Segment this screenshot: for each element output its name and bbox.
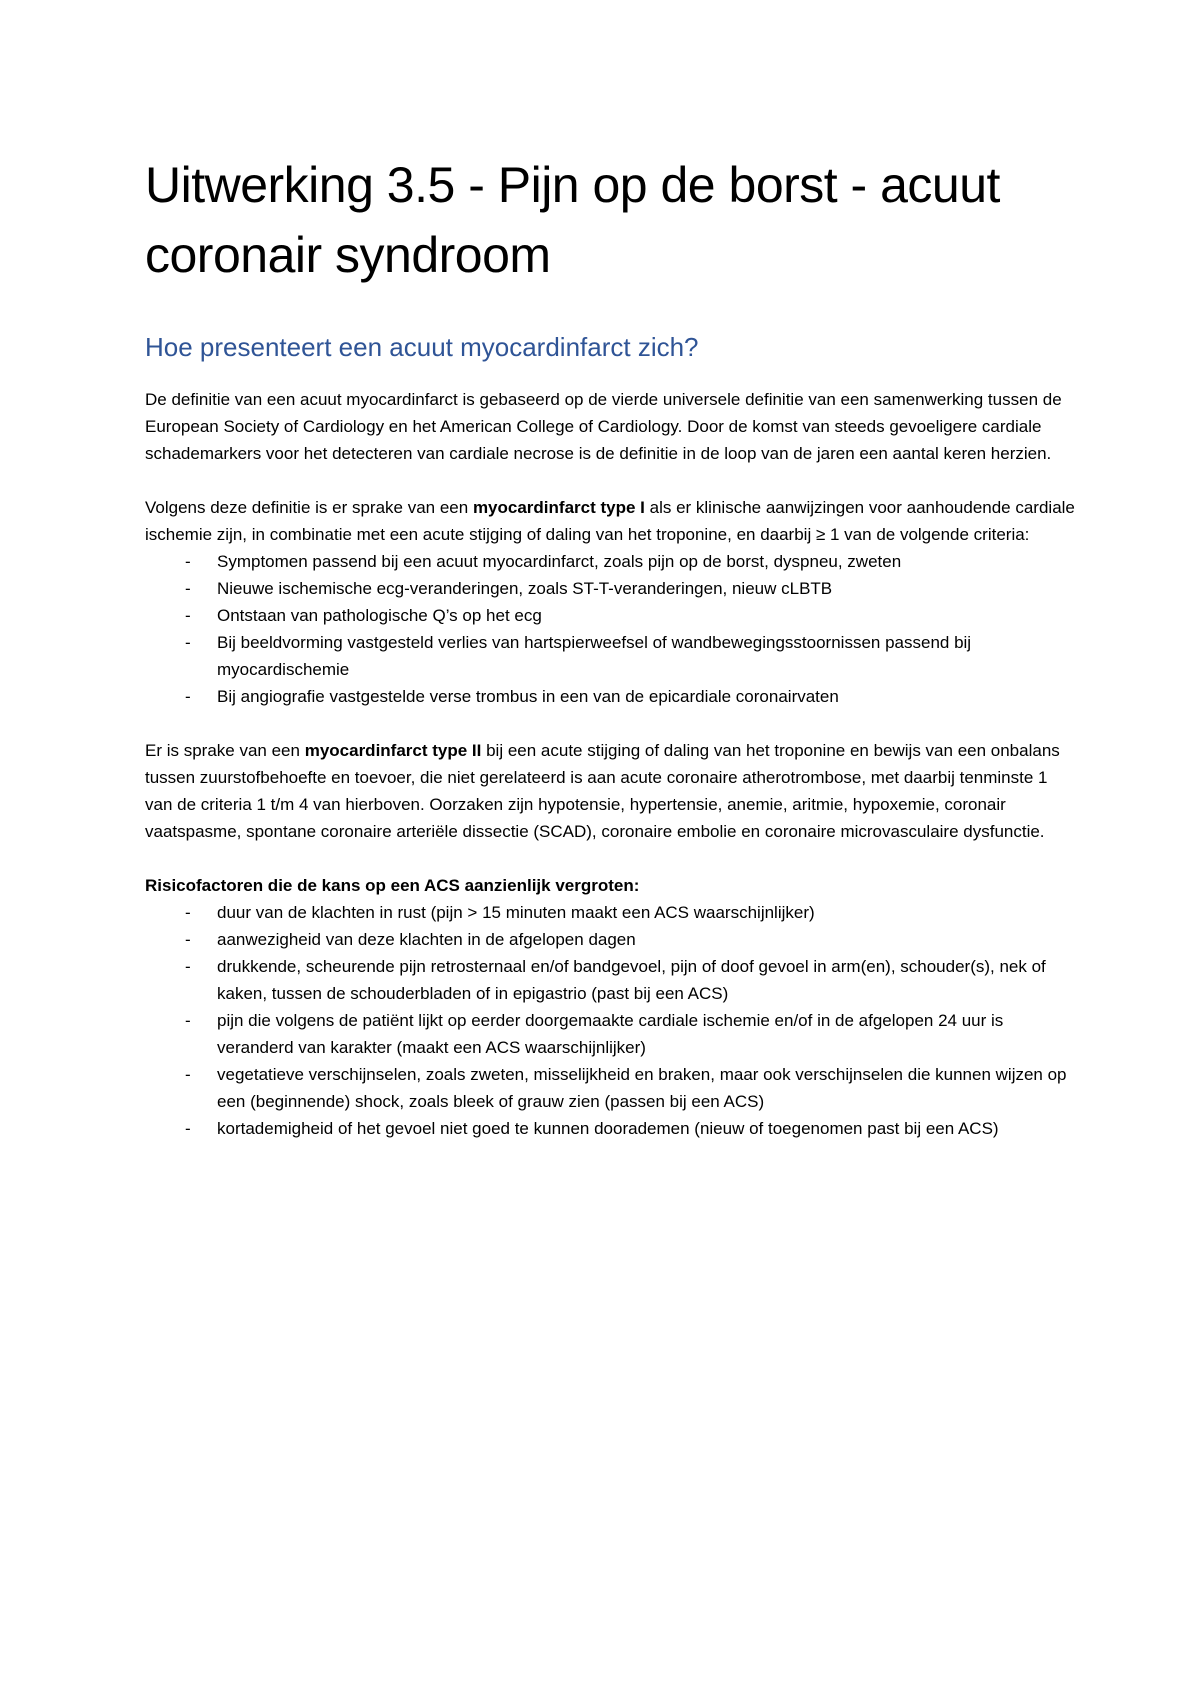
type1-text-post: als er klinische aanwijzingen voor aanhoudende cardiale ischemie zijn, in combinatie met een acute stijging of daling van het troponine, en daarbij ≥ 1 van de volgende criteria: [145,498,1075,544]
type1-paragraph [145,494,1075,548]
dash-bullet: - [185,633,191,652]
list-item-text: drukkende, scheurende pijn retrosternaal en/of bandgevoel, pijn of doof gevoel in arm(en), schouder(s), nek of kaken, tussen de schouderbladen of in epigastrio (past bij een ACS) [217,957,1046,1003]
type2-bold-term: myocardinfarct type II [304,741,482,760]
list-item-text: Ontstaan van pathologische Q’s op het ecg [217,606,542,625]
list-item-text: aanwezigheid van deze klachten in de afgelopen dagen [217,930,636,949]
intro-paragraph: De definitie van een acuut myocardinfarct is gebaseerd op de vierde universele definitie van een samenwerking tussen de European Society of Cardiology en het American College of Cardiology. Door de komst van steeds gevoeligere cardiale schademarkers voor het detecteren van cardiale necrose is de definitie in de loop van de jaren een aantal keren herzien. [145,390,1062,463]
list-item-text: pijn die volgens de patiënt lijkt op eerder doorgemaakte cardiale ischemie en/of in de afgelopen 24 uur is veranderd van karakter (maakt een ACS waarschijnlijker) [217,1011,1004,1057]
document-title: Uitwerking 3.5 - Pijn op de borst - acuut coronair syndroom [145,157,1000,283]
list-item-text: vegetatieve verschijnselen, zoals zweten, misselijkheid en braken, maar ook verschijnselen die kunnen wijzen op een (beginnende) shock, zoals bleek of grauw zien (passen bij een ACS) [217,1065,1067,1111]
risk-heading-text: Risicofactoren die de kans op een ACS aanzienlijk vergroten: [145,876,640,895]
dash-bullet: - [185,1065,191,1084]
list-item [145,899,1075,926]
document-page [145,150,1075,1142]
list-item [145,548,1075,575]
dash-bullet: - [185,687,191,706]
type2-text-post: bij een acute stijging of daling van het troponine en bewijs van een onbalans tussen zuurstofbehoefte en toevoer, die niet gerelateerd is aan acute coronaire atherotrombose, met daarbij tenminste 1 van de criteria 1 t/m 4 van hierboven. Oorzaken zijn hypotensie, hypertensie, anemie, aritmie, hypoxemie, coronair vaatspasme, spontane coronaire arteriële dissectie (SCAD), coronaire embolie en coronaire microvasculaire dysfunctie. [145,741,1060,841]
list-item [145,953,1075,1007]
list-item [145,1061,1075,1115]
section-heading: Hoe presenteert een acuut myocardinfarct zich? [145,332,699,362]
dash-bullet: - [185,552,191,571]
list-item [145,575,1075,602]
type2-paragraph [145,737,1075,845]
list-item [145,629,1075,683]
list-item-text: Bij angiografie vastgestelde verse trombus in een van de epicardiale coronairvaten [217,687,839,706]
list-item [145,1115,1075,1142]
dash-bullet: - [185,903,191,922]
list-item [145,1007,1075,1061]
dash-bullet: - [185,606,191,625]
type2-text-pre: Er is sprake van een [145,741,305,760]
list-item-text: duur van de klachten in rust (pijn > 15 minuten maakt een ACS waarschijnlijker) [217,903,815,922]
list-item [145,683,1075,710]
risk-heading [145,872,1075,899]
list-item [145,602,1075,629]
type1-criteria-list [145,548,1075,710]
dash-bullet: - [185,930,191,949]
dash-bullet: - [185,1011,191,1030]
list-item-text: Bij beeldvorming vastgesteld verlies van hartspierweefsel of wandbewegingsstoornissen passend bij myocardischemie [217,633,972,679]
dash-bullet: - [185,1119,191,1138]
list-item [145,926,1075,953]
list-item-text: kortademigheid of het gevoel niet goed te kunnen doorademen (nieuw of toegenomen past bij een ACS) [217,1119,999,1138]
type1-bold-term: myocardinfarct type I [472,498,645,517]
dash-bullet: - [185,957,191,976]
list-item-text: Symptomen passend bij een acuut myocardinfarct, zoals pijn op de borst, dyspneu, zweten [217,552,902,571]
list-item-text: Nieuwe ischemische ecg-veranderingen, zoals ST-T-veranderingen, nieuw cLBTB [217,579,833,598]
type1-text-pre: Volgens deze definitie is er sprake van een [145,498,473,517]
dash-bullet: - [185,579,191,598]
risk-factor-list [145,899,1075,1142]
